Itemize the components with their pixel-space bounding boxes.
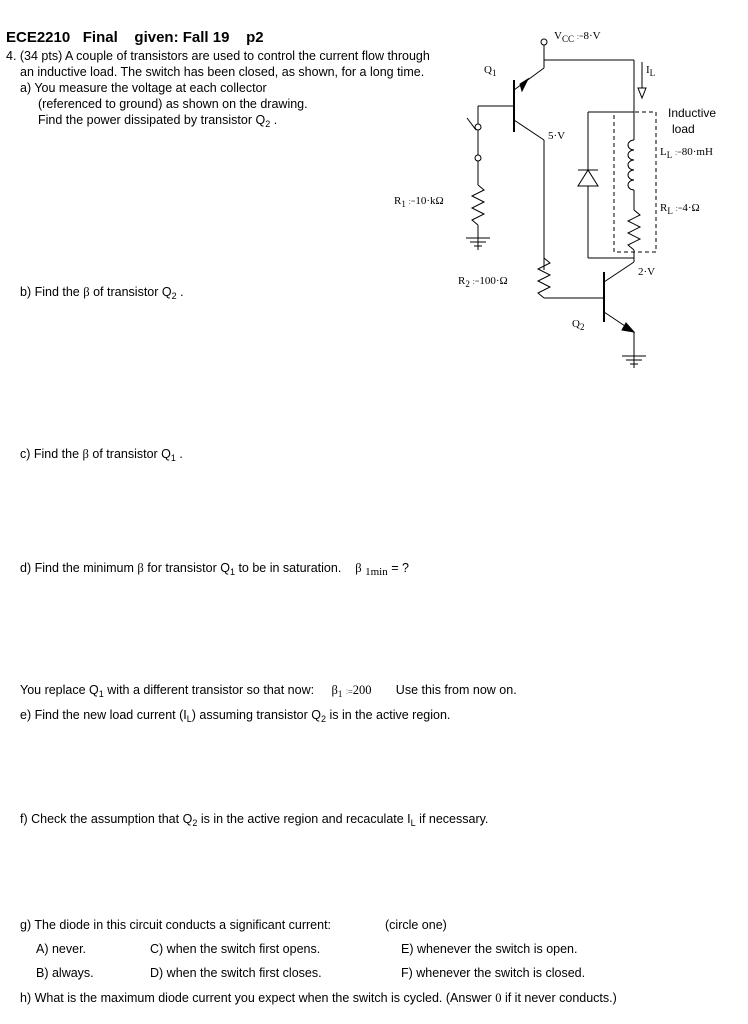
r2-assign: := [472, 277, 480, 286]
switch-contact-bottom [475, 155, 481, 161]
part-a-line1: a) You measure the voltage at each collector [20, 81, 267, 95]
q1-label [484, 64, 496, 76]
r1-sub: 1 [401, 199, 406, 209]
replace-post: with a different transistor so that now: [107, 683, 315, 697]
page-number: p2 [246, 29, 264, 46]
part-d-answer-eq: = ? [391, 561, 409, 575]
choice-b[interactable]: B) always. [36, 966, 94, 980]
part-e-post: is in the active region. [329, 708, 451, 722]
r2-sub: 2 [465, 279, 470, 289]
part-h-zero: 0 [495, 991, 502, 1005]
r2-name: R [458, 275, 466, 287]
il-sub: L [649, 68, 656, 78]
problem-intro-line2: an inductive load. The switch has been closed, as shown, for a long time. [20, 65, 425, 79]
replace-note: Use this from now on. [395, 683, 517, 697]
vcc-terminal [541, 39, 547, 45]
inductor-coil [628, 140, 634, 190]
vcc-assign: := [576, 32, 584, 41]
part-c-post: of transistor Q [92, 447, 171, 461]
part-d-answer-beta: β [355, 561, 362, 575]
part-f [20, 812, 488, 828]
exam-name: Final [82, 29, 118, 46]
replace-subscript: 1 [98, 689, 104, 699]
choice-f[interactable]: F) whenever the switch is closed. [401, 966, 586, 980]
ll-sub: L [666, 150, 673, 160]
part-b-period: . [180, 285, 184, 299]
choice-e[interactable]: E) whenever the switch is open. [401, 942, 578, 956]
diode-triangle [578, 170, 598, 186]
inductive-label-2: load [672, 122, 695, 136]
r1-assign: := [408, 197, 416, 206]
part-f-subscript: 2 [192, 818, 198, 828]
vcc-value: 8·V [583, 30, 601, 42]
part-b-pre: b) Find the [20, 285, 80, 299]
q1-name: Q [484, 64, 492, 76]
part-b-post: of transistor Q [93, 285, 172, 299]
replace-assign: := [345, 687, 353, 696]
inductive-load-box [614, 112, 656, 252]
ll-assign: := [674, 148, 682, 157]
vcc-label [554, 30, 601, 42]
switch-blade-open [467, 118, 476, 130]
q2-label [572, 318, 584, 330]
il-label [646, 64, 655, 76]
part-d-subscript: 1 [229, 567, 235, 577]
given-date: given: Fall 19 [134, 29, 230, 46]
replace-beta-subscript: 1 [337, 689, 343, 699]
q1-emitter-arrow [520, 79, 528, 91]
choice-a[interactable]: A) never. [36, 942, 87, 956]
part-f-subscript2: L [410, 818, 416, 828]
course-code: ECE2210 [6, 29, 71, 46]
part-e-subscript: L [186, 714, 192, 724]
r1-label [394, 195, 444, 207]
r1-value: 10·kΩ [415, 195, 444, 207]
part-f-pre: f) Check the assumption that Q [20, 812, 193, 826]
r1-name: R [394, 195, 402, 207]
part-h-pre: h) What is the maximum diode current you expect when the switch is cycled. (Answer [20, 991, 492, 1005]
part-d-pre: d) Find the minimum [20, 561, 134, 575]
q1-emitter [514, 68, 544, 90]
part-c [20, 447, 183, 463]
q1-sub: 1 [491, 68, 497, 78]
part-d-mid: for transistor Q [147, 561, 230, 575]
part-b-subscript: 2 [171, 291, 177, 301]
part-d-post: to be in saturation. [238, 561, 342, 575]
vcc-sub: CC [561, 34, 574, 44]
replace-value: 200 [352, 683, 372, 697]
part-g-note: (circle one) [385, 918, 447, 932]
r2-label [458, 275, 508, 287]
rl-label [660, 202, 700, 214]
il-arrow-head [638, 88, 646, 98]
r2-value: 100·Ω [479, 275, 508, 287]
rl-resistor [628, 210, 640, 250]
part-e-pre: e) Find the new load current (I [20, 708, 187, 722]
q2-collector [604, 262, 634, 282]
rl-assign: := [675, 204, 683, 213]
q1-collector-voltage: 5·V [548, 130, 566, 142]
q2-name: Q [572, 318, 580, 330]
part-a-period: . [273, 113, 278, 127]
rl-value: 4·Ω [682, 202, 700, 214]
part-a-line2: (referenced to ground) as shown on the drawing. [38, 97, 308, 111]
part-b-beta: β [83, 285, 90, 299]
il-name: I [646, 64, 650, 76]
part-f-mid: is in the active region and recaculate I [200, 812, 411, 826]
part-e-subscript2: 2 [320, 714, 326, 724]
replace-beta: β [331, 683, 338, 697]
choice-c[interactable]: C) when the switch first opens. [150, 942, 321, 956]
choice-d[interactable]: D) when the switch first closes. [150, 966, 322, 980]
q2-collector-voltage: 2·V [638, 266, 656, 278]
ll-name: L [660, 146, 667, 158]
circuit-diagram [0, 0, 748, 400]
part-a-text: Find the power dissipated by transistor Q [38, 113, 266, 127]
q2-sub: 2 [579, 322, 585, 332]
vcc-name: V [554, 30, 562, 42]
q1-collector [514, 120, 544, 140]
part-c-period: . [179, 447, 183, 461]
q2-emitter-arrow [622, 323, 634, 332]
problem-intro-line1: 4. (34 pts) A couple of transistors are used to control the current flow through [6, 49, 430, 63]
part-f-post: if necessary. [419, 812, 489, 826]
part-h-post: if it never conducts.) [504, 991, 617, 1005]
rl-name: R [660, 202, 668, 214]
part-c-pre: c) Find the [20, 447, 80, 461]
part-e [20, 708, 450, 724]
part-d [20, 561, 409, 577]
part-c-beta: β [82, 447, 89, 461]
part-c-subscript: 1 [170, 453, 176, 463]
inductive-label-1: Inductive [668, 106, 717, 120]
replace-statement [20, 683, 517, 699]
part-e-mid: ) assuming transistor Q [191, 708, 321, 722]
part-d-answer-subscript: 1min [365, 566, 388, 578]
part-d-beta: β [137, 561, 144, 575]
r1-resistor [472, 185, 484, 225]
part-g-question: g) The diode in this circuit conducts a significant current: [20, 918, 332, 932]
part-a-subscript: 2 [265, 119, 271, 129]
replace-pre: You replace Q [20, 683, 99, 697]
ll-label [660, 146, 713, 158]
part-h [20, 991, 617, 1006]
rl-sub: L [667, 206, 673, 216]
ll-value: 80·mH [681, 146, 713, 158]
